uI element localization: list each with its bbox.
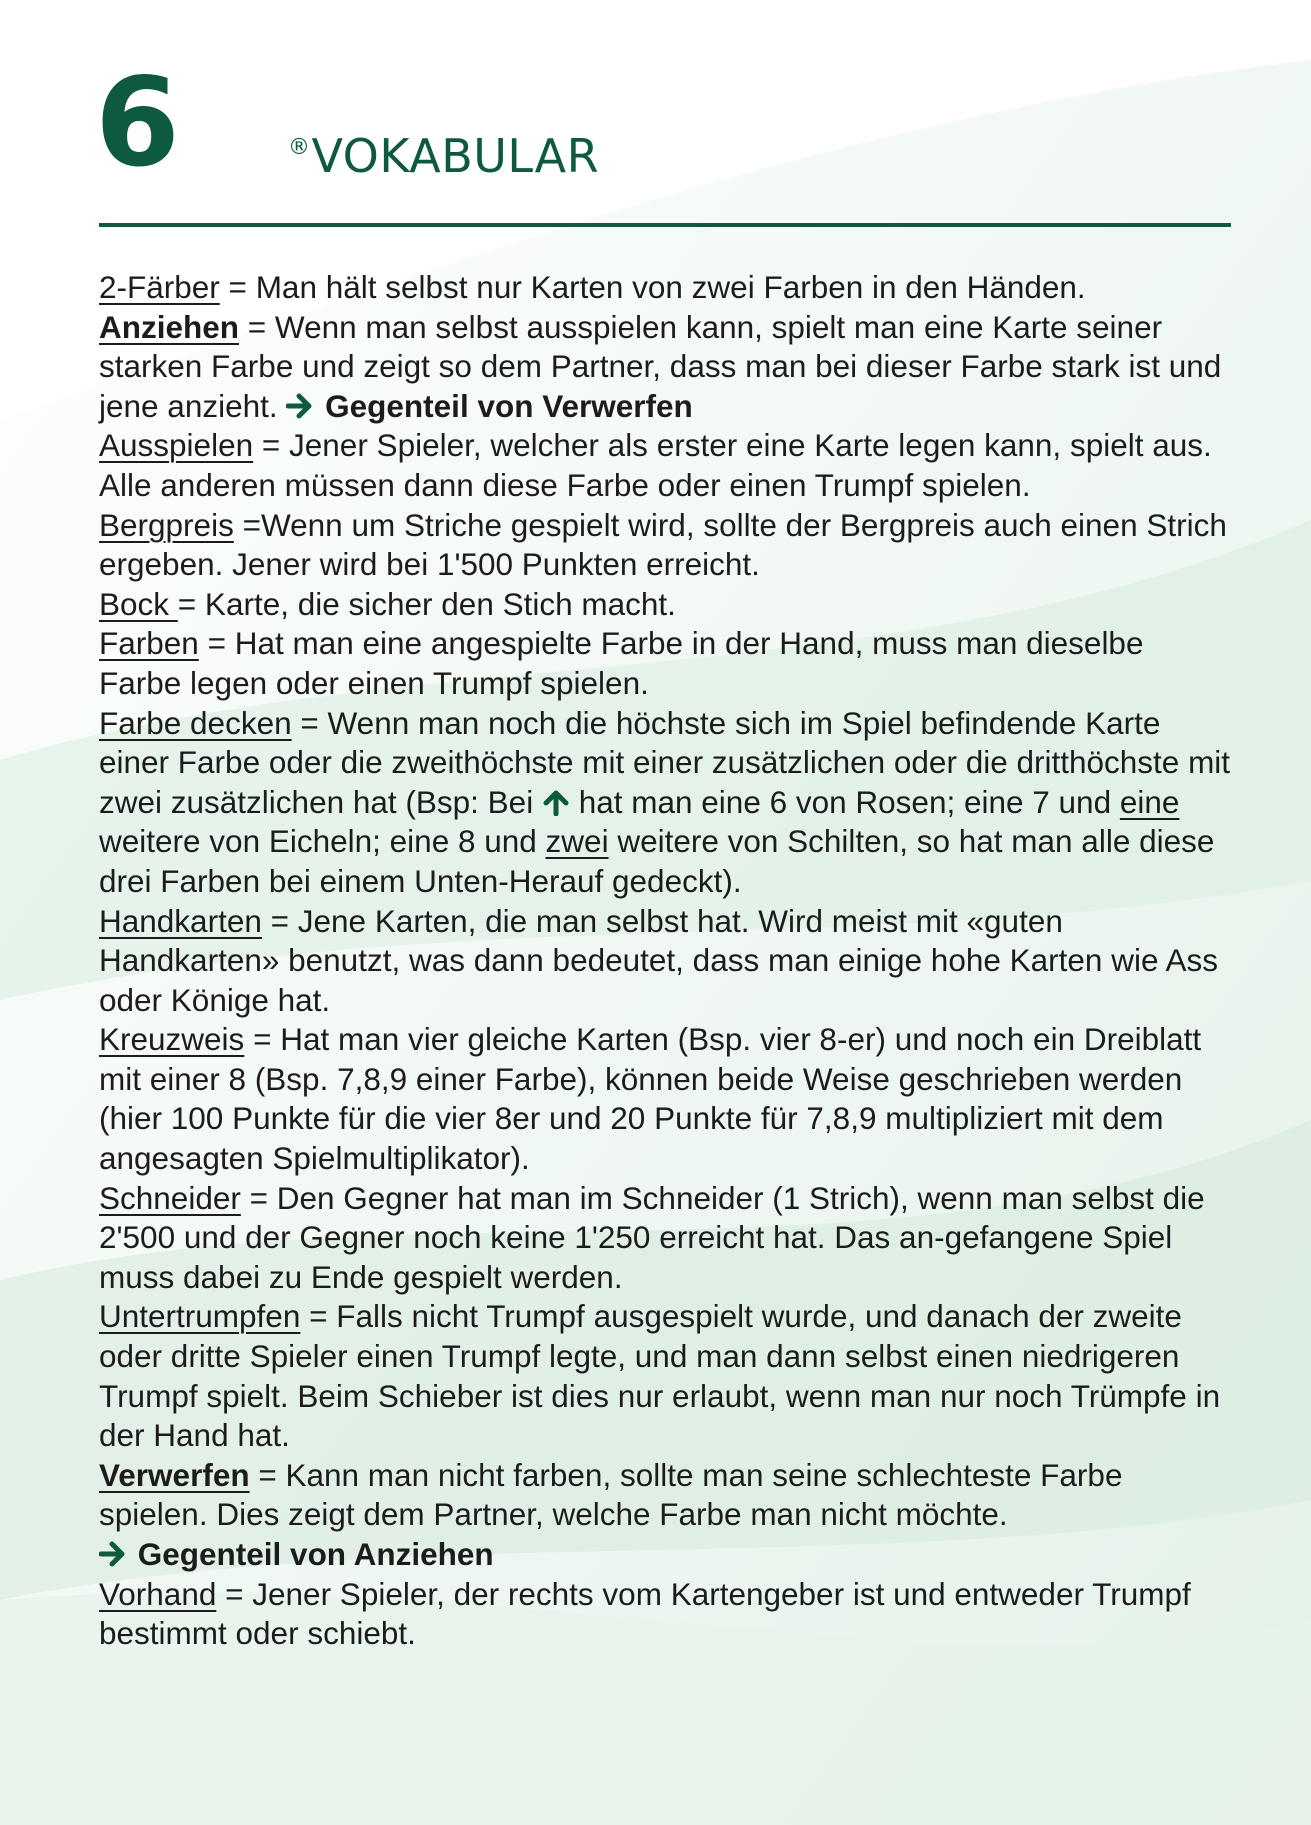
arrow-right-icon [99, 1540, 129, 1568]
glossary-definition: = Jener Spieler, welcher als erster eine Karte legen kann, spielt aus. Alle anderen müssen dann diese Farbe oder einen Trumpf spielen. [99, 427, 1212, 503]
glossary-term: Farben [99, 625, 199, 662]
title-divider [99, 223, 1231, 227]
arrow-right-icon [286, 392, 316, 420]
glossary-term: Verwerfen [99, 1456, 250, 1493]
cross-reference-text: Gegenteil von Verwerfen [325, 387, 693, 424]
glossary-term: Bergpreis [99, 506, 234, 543]
chapter-number: 6 [95, 52, 178, 194]
glossary-definition-cont: hat man eine 6 von Rosen; eine 7 und [569, 783, 1120, 820]
glossary-definition-cont: weitere von Eicheln; eine 8 und [99, 823, 546, 860]
glossary-definition: = Man hält selbst nur Karten von zwei Farben in den Händen. [219, 269, 1086, 305]
glossary-term: 2-Färber [99, 269, 220, 305]
glossary-definition-cont: weitere von Schilten, so hat man alle diese drei Farben bei einem Unten-Herauf gedeckt). [99, 823, 1215, 899]
glossary-term: Bock [99, 585, 178, 622]
glossary-entry [99, 624, 1234, 703]
glossary-definition: = Wenn man selbst ausspielen kann, spielt man eine Karte seiner starken Farbe und zeigt so dem Partner, dass man bei dieser Farbe stark ist und jene anzieht. [99, 308, 1222, 424]
glossary-term: Schneider [99, 1179, 241, 1216]
glossary-entry [99, 506, 1234, 585]
glossary-term: Handkarten [99, 902, 262, 939]
glossary-term: Farbe decken [99, 704, 292, 741]
page-title [288, 120, 599, 184]
glossary-entry [99, 902, 1234, 1021]
glossary-entry [99, 1456, 1234, 1575]
cross-reference-text: Gegenteil von Anziehen [137, 1536, 494, 1572]
glossary-term: Vorhand [99, 1575, 217, 1612]
glossary-definition: = Wenn man noch die höchste sich im Spiel befindende Karte einer Farbe oder die zweithöchste mit einer zusätzlichen oder die dritthöchste mit zwei zusätzlichen hat (Bsp: Bei [99, 704, 1231, 820]
registered-mark: ® [288, 135, 311, 160]
glossary [99, 268, 1234, 1654]
glossary-term: Untertrumpfen [99, 1298, 301, 1335]
glossary-entry [99, 308, 1234, 427]
glossary-definition: = Kann man nicht farben, sollte man seine schlechteste Farbe spielen. Dies zeigt dem Partner, welche Farbe man nicht möchte. [99, 1456, 1123, 1533]
glossary-term: Ausspielen [99, 427, 254, 464]
glossary-definition: = Den Gegner hat man im Schneider (1 Strich), wenn man selbst die 2'500 und der Gegner noch keine 1'250 erreicht hat. Das an-gefangene Spiel muss dabei zu Ende gespielt werden. [99, 1179, 1205, 1295]
glossary-entry [99, 426, 1234, 505]
glossary-definition: =Wenn um Striche gespielt wird, sollte der Bergpreis auch einen Strich ergeben. Jener wird bei 1'500 Punkten erreicht. [99, 506, 1227, 583]
page-title-text: VOKABULAR [311, 129, 600, 183]
glossary-definition: = Hat man eine angespielte Farbe in der Hand, muss man dieselbe Farbe legen oder einen Trumpf spielen. [99, 625, 1144, 701]
glossary-definition: = Karte, die sicher den Stich macht. [177, 585, 676, 622]
glossary-entry [99, 1297, 1234, 1455]
glossary-entry [99, 1020, 1234, 1178]
glossary-definition: = Jener Spieler, der rechts vom Kartengeber ist und entweder Trumpf bestimmt oder schiebt. [99, 1575, 1191, 1652]
cross-reference [99, 1536, 494, 1572]
glossary-entry [99, 704, 1234, 902]
glossary-entry [99, 268, 1234, 308]
arrow-up-icon [542, 788, 570, 816]
glossary-definition: = Hat man vier gleiche Karten (Bsp. vier 8-er) und noch ein Dreiblatt mit einer 8 (Bsp. 7,8,9 einer Farbe), können beide Weise geschrieben werden (hier 100 Punkte für die vier 8er und 20 Punkte für 7,8,9 multipliziert mit dem angesagten Spielmultiplikator). [99, 1021, 1202, 1177]
glossary-term: Kreuzweis [99, 1021, 245, 1058]
glossary-term: Anziehen [99, 308, 240, 345]
glossary-entry [99, 585, 1234, 625]
glossary-definition: = Falls nicht Trumpf ausgespielt wurde, und danach der zweite oder dritte Spieler einen Trumpf legte, und man dann selbst einen niedrigeren Trumpf spielt. Beim Schieber ist dies nur erlaubt, wenn man nur noch Trümpfe in der Hand hat. [99, 1298, 1221, 1454]
glossary-entry [99, 1179, 1234, 1298]
glossary-definition: = Jene Karten, die man selbst hat. Wird meist mit «guten Handkarten» benutzt, was dann bedeutet, dass man einige hohe Karten wie Ass oder Könige hat. [99, 902, 1218, 1018]
emphasis-word: zwei [545, 823, 609, 860]
cross-reference [286, 388, 692, 424]
glossary-entry [99, 1575, 1234, 1654]
emphasis-word: eine [1119, 783, 1180, 820]
